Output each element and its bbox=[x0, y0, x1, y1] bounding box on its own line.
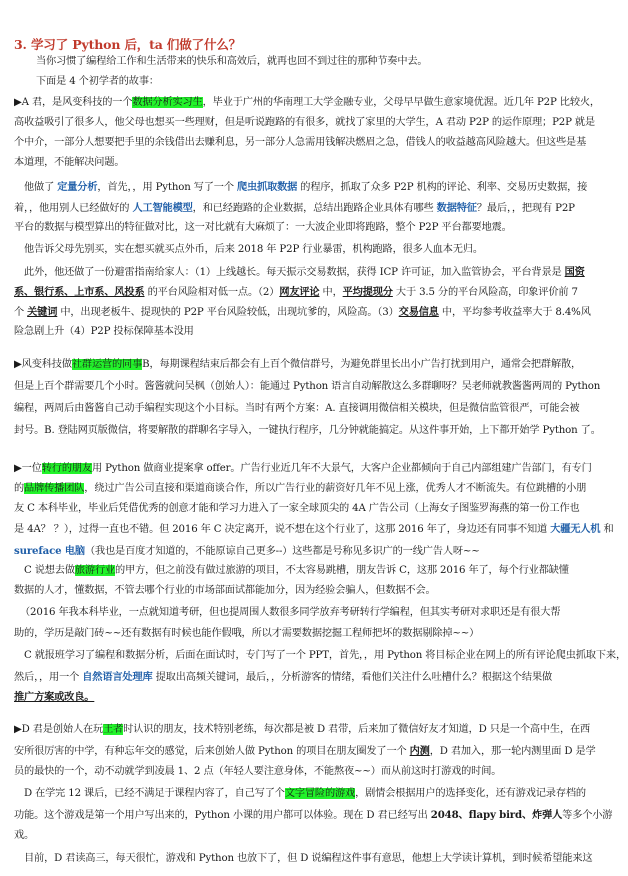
highlight-travel-industry: 旅游行业 bbox=[74, 565, 116, 576]
story-d-line: 安所很厉害的中学，有种忘年交的感觉，后来创始人做 Python 的项目在朋友圈发了一个 内测，D 君加入，那一轮内测里面 D 是学 bbox=[14, 745, 596, 757]
story-c-line: （2016 年我本科毕业，一点就知道考研，但也提周围人数很多同学放弃考研转行学编程，但其实考研对求职还是有很大帮 bbox=[20, 607, 561, 618]
story-b-line: ▶风变科技做社群运营的同事B，每期课程结束后都会有上百个微信群号，为避免群里长出小广告打扰到用户，通常会把群解散， bbox=[14, 359, 582, 370]
keyword-ai-model: 人工智能模型 bbox=[132, 202, 193, 214]
story-d-line: 功能。这个游戏是第一个用户写出来的，Python 小课的用户都可以体验。现在 D 君已经写出 2048、flapy bird、炸弹人等多个小游 bbox=[14, 809, 613, 821]
story-d-line: D 在学完 12 课后，已经不满足于课程内容了，自己写了个文字冒险的游戏，剧情会根据用户的选择变化，还有游戏记录存档的 bbox=[24, 788, 586, 799]
story-d-line: 目前，D 君读高三，每天很忙，游戏和 Python 也放下了，但 D 说编程这件事有意思，他想上大学读计算机，到时候希望能来这 bbox=[24, 853, 593, 864]
keyword-game-list: 2048、flapy bird、炸弹人 bbox=[430, 809, 563, 821]
keyword-crawler: 爬虫抓取数据 bbox=[236, 181, 298, 193]
story-d-line: ▶D 君是创始人在玩王者时认识的朋友，技术特别老练，每次都是被 D 君带，后来加了微信好友才知道，D 只是一个高中生，在西 bbox=[14, 724, 591, 735]
story-b-line: 编程，两周后由酱酱自己动手编程实现这个小目标。当时有两个方案：A. 直接调用微信相关模块，但是微信监管很严，可能会被 bbox=[14, 403, 580, 414]
story-a-line: 他告诉父母先别买，实在想买就买点外币，后来 2018 年 P2P 行业暴雷，机构跑路，很多人血本无归。 bbox=[24, 244, 483, 255]
story-d-line: 戏。 bbox=[14, 830, 35, 841]
intro-lead: 下面是 4 个初学者的故事： bbox=[36, 76, 159, 87]
story-c-line: 的品牌传播团队，绕过广告公司直接和渠道商谈合作，所以广告行业的薪资好几年不见上涨，优秀人才不断流失。有位跳槽的小朋 bbox=[14, 483, 587, 494]
story-a-line: 平台的数据与模型算出的特征做对比，这一对比就有大麻烦了：一大波企业即将跑路，整个 P2P 平台都要地震。 bbox=[14, 222, 512, 233]
keyword-keywords: 关键词 bbox=[27, 306, 58, 318]
story-c-line: C 说想去做旅游行业的甲方，但之前没有做过旅游的项目，不太容易跳槽，朋友告诉 C，这那 2016 年了，每个行业都缺懂 bbox=[24, 565, 569, 576]
section-heading: 3. 学习了 Python 后，ta 们做了什么？ bbox=[14, 37, 242, 52]
story-a-line: 个 关键词 中，出现老板牛、提现快的 P2P 平台风险较低，出现坑爹的，风险高。（3）交易信息 中，平均参考收益率大于 8.4%风 bbox=[14, 306, 591, 318]
story-c-line: 推广方案或改良。 bbox=[14, 691, 95, 703]
story-c-line: 数据的人才，懂数据，不管去哪个行业的市场部面试都能加分，因为经验会骗人，但数据不会。 bbox=[14, 585, 436, 596]
story-a-line: 他做了 定量分析，首先，，用 Python 写了一个 爬虫抓取数据 的程序，抓取了众多 P2P 机构的评论、利率、交易历史数据，接 bbox=[24, 181, 588, 193]
highlight-honor-of-kings: 王者 bbox=[103, 724, 124, 735]
story-b-line: 封号。B. 登陆网页版微信，将要解散的群聊名字导入，一键执行程序，几分钟就能搞定。从这件事开始，上下都开始学 Python 了。 bbox=[14, 425, 601, 436]
story-a-line: 险急剧上升（4）P2P 投标保障基本没用 bbox=[14, 326, 194, 337]
highlight-data-analyst: 数据分析实习生 bbox=[132, 97, 203, 108]
story-a-line: 此外，他还做了一份避雷指南给家人：（1）上线越长。每天振示交易数据，获得 ICP 许可证，加入监管协会，平台背景是 国资 bbox=[24, 266, 585, 278]
keyword-beta-test: 内测 bbox=[409, 745, 430, 757]
keyword-user-reviews: 网友评论 bbox=[279, 286, 320, 298]
intro-paragraph: 当你习惯了编程给工作和生活带来的快乐和高效后，就再也回不到过往的那种节奏中去。 bbox=[36, 56, 428, 67]
keyword-dji-drone: 大疆无人机 bbox=[550, 523, 601, 535]
highlight-text-adventure: 文字冒险的游戏 bbox=[284, 788, 356, 799]
story-c-line: ▶一位转行的朋友用 Python 做商业提案拿 offer。广告行业近几年不大景气，大客户企业都倾向于自己内部组建广告部门，有专门 bbox=[14, 463, 592, 474]
story-c-line: C 就报班学习了编程和数据分析，后面在面试时，专门写了一个 PPT，首先，，用 Python 将目标企业在网上的所有评论爬虫抓取下来， bbox=[24, 650, 626, 661]
story-a-line: ▶A 君，是风变科技的一个数据分析实习生，毕业于广州的华南理工大学金融专业，父母早早做生意家境优渥。近几年 P2P 比较火， bbox=[14, 97, 600, 108]
highlight-career-changer: 转行的朋友 bbox=[41, 463, 92, 474]
keyword-state-owned: 国资 bbox=[564, 266, 585, 278]
story-a-line: 系、银行系、上市系、风投系 的平台风险相对低一点。（2）网友评论 中，平均提现分 大于 3.5 分的平台风险高，印象评价前 7 bbox=[14, 286, 578, 298]
keyword-nlp-library: 自然语言处理库 bbox=[82, 671, 153, 683]
story-a-line: 个中介，一部分人想要把手里的余钱借出去赚利息，另一部分人急需用钱解决燃眉之急，借钱人的收益越高风险越大。但这些是基 bbox=[14, 137, 587, 148]
keyword-surface: sureface 电脑 bbox=[14, 545, 85, 557]
story-c-line: 助的，学历是敲门砖~~还有数据有时候也能作假哦，所以才需要数据挖掘工程师把坏的数据剔除掉~~） bbox=[14, 628, 480, 639]
keyword-data-features: 数据特征 bbox=[436, 202, 477, 214]
story-a-line: 本道理，不能解决问题。 bbox=[14, 157, 125, 168]
story-d-line: 员的最快的一个，动不动就学到凌晨 1、2 点（年轻人要注意身体，不能熬夜~~）而从前这时打游戏的时间。 bbox=[14, 766, 502, 777]
keyword-transaction-info: 交易信息 bbox=[398, 306, 439, 318]
story-c-line: 友 C 本科毕业，毕业后凭借优秀的创意才能和学习力进入了一家全球顶尖的 4A 广告公司（上海女子图鉴罗海燕的第一份工作也 bbox=[14, 503, 580, 514]
story-b-line: 但是上百个群需要几个小时。酱酱就问吴枫（创始人）：能通过 Python 语言自动解散这么多群聊呀？吴老师就教酱酱两周的 Python bbox=[14, 381, 601, 392]
story-a-line: 高收益吸引了很多人，他父母也想买一些理财，但是听说跑路的有很多，就找了家里的大学生，A 君动 P2P 的运作原理；P2P 就是 bbox=[14, 117, 595, 128]
highlight-brand-team: 品牌传播团队 bbox=[24, 483, 85, 494]
story-c-line: 然后，，用一个 自然语言处理库 提取出高频关键词，最后，，分析游客的情绪，看他们关注什么吐槽什么？根据这个结果做 bbox=[14, 671, 553, 683]
keyword-quant-analysis: 定量分析 bbox=[57, 181, 98, 193]
story-c-line: 是 4A？ ？），过得一直也不错。但 2016 年 C 决定离开，说不想在这个行业了，这那 2016 年了，身边还有同事不知道 大疆无人机 和 bbox=[14, 523, 614, 535]
highlight-community-ops: 社群运营的同事 bbox=[71, 359, 143, 370]
keyword-platform-types: 系、银行系、上市系、风投系 bbox=[14, 286, 145, 298]
story-c-line: sureface 电脑（我也是百度才知道的，不能原谅自己更多--）这些都是号称见多识广的一线广告人呀~~ bbox=[14, 545, 480, 557]
story-a-line: 着，，他用别人已经做好的 人工智能模型，和已经跑路的企业数据，总结出跑路企业具体有哪些 数据特征？最后，，把现有 P2P bbox=[14, 202, 575, 214]
keyword-avg-score: 平均提现分 bbox=[342, 286, 393, 298]
